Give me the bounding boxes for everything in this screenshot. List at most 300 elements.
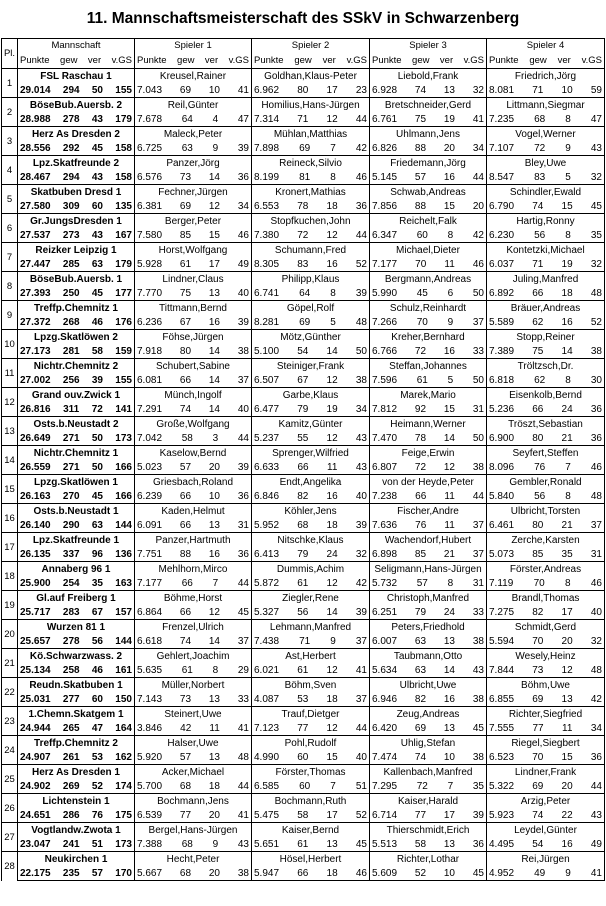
subheader-label: Punkte [137,54,167,66]
stat-value: 268 [62,316,80,328]
player-name: Bley,Uwe [487,156,605,171]
player-stats [252,460,370,475]
player-stats [252,170,370,185]
stat-value: 25.134 [20,664,51,676]
stat-value: 10 [208,490,220,502]
player-name: Föhse,Jürgen [135,330,252,345]
stat-value: 44 [355,229,367,241]
stat-value: 46 [91,664,103,676]
stat-value: 35 [472,780,484,792]
table-row-stats [2,518,605,533]
stat-value: 5.732 [372,577,398,589]
stat-value: 6.553 [254,200,280,212]
stat-value: 6.230 [489,229,515,241]
stat-value: 61 [181,664,193,676]
stat-value: 8.305 [254,258,280,270]
stat-value: 80 [532,519,544,531]
player-name: Thierschmidt,Erich [370,823,487,838]
stat-value: 10 [561,84,573,96]
stat-value: 16 [443,345,455,357]
player-stats [135,112,252,127]
table-row-stats [2,721,605,736]
player-stats [487,518,605,533]
stat-value: 57 [416,577,428,589]
stat-value: 6.236 [137,316,163,328]
stat-value: 45 [590,200,602,212]
stat-value: 88 [179,548,192,560]
stat-value: 57 [179,461,192,473]
stat-value: 17 [326,809,338,821]
team-name: Reudn.Skatbuben 1 [18,678,135,693]
stat-value: 166 [115,490,132,502]
stat-value: 83 [297,258,309,270]
stat-value: 6.807 [372,461,398,473]
player-name: Schulz,Reinhardt [370,301,487,316]
player-stats [370,605,487,620]
player-stats [252,489,370,504]
stat-value: 92 [414,403,427,415]
player-stats [370,721,487,736]
stat-value: 281 [62,345,80,357]
stat-value: 11 [209,722,220,734]
stat-value: 47 [237,113,249,125]
player-name: Arzig,Peter [487,794,605,809]
stat-value: 163 [115,577,132,589]
stat-value: 6.461 [489,519,515,531]
stat-value: 16 [561,316,573,328]
stat-value: 18 [326,519,338,531]
stat-value: 7.918 [137,345,163,357]
stat-value: 37 [237,635,249,647]
player-name: Zerche,Karsten [487,533,605,548]
stat-value: 53 [91,751,103,763]
stat-value: 61 [297,577,309,589]
stat-value: 6.413 [254,548,280,560]
player-stats [135,489,252,504]
stat-value: 69 [532,693,544,705]
stat-value: 66 [179,519,192,531]
stat-value: 16 [443,693,455,705]
stat-value: 38 [472,693,484,705]
table-row [2,388,605,403]
player-name: Mühlan,Matthias [252,127,370,142]
subheader-label: v.GS [228,54,249,66]
stat-value: 68 [534,113,546,125]
stat-value: 41 [237,809,249,821]
place-cell: 5 [2,185,18,214]
player-stats [370,837,487,852]
stat-value: 72 [534,142,546,154]
team-name: Lpzg.Skatlöwen 1 [18,475,135,490]
player-name: Große,Wolfgang [135,417,252,432]
team-name: Nichtr.Chemnitz 1 [18,446,135,461]
player-stats [370,286,487,301]
player-name: Stopp,Reiner [487,330,605,345]
stat-value: 41 [590,867,602,879]
subheader-group [252,54,370,69]
player-stats [370,750,487,765]
player-name: Ulbricht,Torsten [487,504,605,519]
player-name: Reil,Günter [135,98,252,113]
player-stats [370,692,487,707]
player-name: Kaselow,Bernd [135,446,252,461]
player-stats [135,605,252,620]
stat-value: 16 [208,316,220,328]
stat-value: 63 [414,664,427,676]
table-row [2,649,605,664]
player-name: Bretschneider,Gerd [370,98,487,113]
player-name: Kallenbach,Manfred [370,765,487,780]
player-stats [135,547,252,562]
player-stats [487,431,605,446]
stat-value: 13 [208,693,220,705]
table-row [2,98,605,113]
stat-value: 55 [297,432,309,444]
stat-value: 44 [472,490,484,502]
table-row-stats [2,431,605,446]
subheader-label: ver [557,54,571,66]
player-name: Ulbricht,Uwe [370,678,487,693]
stat-value: 35 [91,577,103,589]
team-stats [18,112,135,127]
player-stats [370,576,487,591]
team-stats [18,83,135,98]
stat-value: 4.952 [489,867,515,879]
player-name: Schubert,Sabine [135,359,252,374]
player-name: Reineck,Silvio [252,156,370,171]
stat-value: 26.140 [20,519,51,531]
subheader-group [370,54,487,69]
stat-value: 19 [443,113,455,125]
stat-value: 7.119 [489,577,514,589]
stat-value: 37 [355,693,367,705]
stat-value: 6.900 [489,432,515,444]
player-name: Kreher,Bernhard [370,330,487,345]
team-stats [18,779,135,794]
player-stats [487,373,605,388]
stat-value: 20 [208,867,220,879]
stat-value: 74 [532,200,544,212]
player-stats [135,83,252,98]
player-stats [370,663,487,678]
stat-value: 67 [179,316,192,328]
stat-value: 45 [472,722,484,734]
team-stats [18,286,135,301]
stat-value: 7.596 [372,374,398,386]
stat-value: 9 [447,316,454,328]
stat-value: 7.143 [137,693,163,705]
stat-value: 74 [179,635,192,647]
stat-value: 7.898 [254,142,280,154]
stat-value: 9 [565,867,571,879]
player-stats [487,141,605,156]
header-player-4: Spieler 4 [487,39,605,54]
player-name: Sprenger,Wilfried [252,446,370,461]
stat-value: 66 [179,374,192,386]
player-stats [487,402,605,417]
stat-value: 71 [297,113,309,125]
player-stats [135,750,252,765]
stat-value: 22 [561,809,573,821]
stat-value: 77 [297,722,309,734]
stat-value: 32 [590,171,602,183]
stat-value: 56 [91,635,103,647]
subheader-group [18,54,135,69]
stat-value: 85 [179,229,192,241]
player-stats [370,199,487,214]
team-stats [18,315,135,330]
player-stats [370,257,487,272]
player-stats [135,460,252,475]
player-name: Vogel,Werner [487,127,605,142]
stat-value: 46 [91,316,103,328]
stat-value: 50 [91,432,103,444]
stat-value: 261 [62,751,80,763]
stat-value: 46 [355,867,367,879]
player-name: Michael,Dieter [370,243,487,258]
stat-value: 17 [208,258,220,270]
player-stats [487,663,605,678]
player-name: Kronert,Mathias [252,185,370,200]
player-name: Steiniger,Frank [252,359,370,374]
stat-value: 72 [297,229,309,241]
player-name: Kamitz,Günter [252,417,370,432]
stat-value: 6.892 [489,287,515,299]
table-row-stats [2,750,605,765]
stat-value: 81 [299,171,311,183]
stat-value: 177 [115,287,132,299]
stat-value: 24.651 [20,809,51,821]
player-name: Böhm,Sven [252,678,370,693]
stat-value: 7.291 [137,403,163,415]
stat-value: 82 [414,693,427,705]
stat-value: 20 [561,635,573,647]
stat-value: 158 [115,142,132,154]
stat-value: 50 [472,374,484,386]
place-cell: 23 [2,707,18,736]
table-row [2,156,605,171]
stat-value: 7.238 [372,490,398,502]
subheader-group [487,54,605,69]
place-cell: 27 [2,823,18,852]
stat-value: 31 [472,577,484,589]
place-cell: 3 [2,127,18,156]
stat-value: 13 [443,84,455,96]
stat-value: 7 [565,461,571,473]
stat-value: 144 [115,519,132,531]
stat-value: 47 [91,722,103,734]
player-stats [135,663,252,678]
player-name: Garbe,Klaus [252,388,370,403]
stat-value: 8 [447,229,454,241]
stat-value: 6.239 [137,490,163,502]
stat-value: 8.081 [489,84,515,96]
stat-value: 7.380 [254,229,280,241]
stat-value: 10 [443,751,455,763]
player-name: Kaiser,Bernd [252,823,370,838]
player-name: Schindler,Ewald [487,185,605,200]
player-name: Homilius,Hans-Jürgen [252,98,370,113]
subheader-label: Punkte [254,54,284,66]
player-name: Müller,Norbert [135,678,252,693]
player-stats [252,750,370,765]
stat-value: 26.163 [20,490,51,502]
stat-value: 14 [208,635,220,647]
player-name: Seyfert,Steffen [487,446,605,461]
stat-value: 66 [532,403,544,415]
stat-value: 42 [355,577,367,589]
stat-value: 52 [355,258,367,270]
stat-value: 7.266 [372,316,398,328]
stat-value: 7.751 [137,548,163,560]
stat-value: 24 [326,548,338,560]
stat-value: 43 [590,809,602,821]
stat-value: 27.537 [20,229,51,241]
table-row [2,794,605,809]
table-row-stats [2,779,605,794]
stat-value: 5.667 [137,867,163,879]
table-row [2,417,605,432]
player-stats [252,779,370,794]
table-row-stats [2,170,605,185]
stat-value: 82 [532,606,544,618]
player-stats [370,112,487,127]
player-stats [370,344,487,359]
stat-value: 12 [326,432,338,444]
stat-value: 12 [326,722,338,734]
stat-value: 18 [561,287,573,299]
stat-value: 39 [472,809,484,821]
player-stats [252,199,370,214]
stat-value: 7.388 [137,838,163,850]
stat-value: 88 [414,200,427,212]
player-stats [370,402,487,417]
player-stats [135,257,252,272]
stat-value: 80 [532,432,544,444]
stat-value: 32 [355,548,367,560]
stat-value: 6.477 [254,403,280,415]
stat-value: 64 [299,287,311,299]
stat-value: 6.539 [137,809,163,821]
table-row-stats [2,228,605,243]
subheader-label: ver [439,54,454,66]
player-stats [135,286,252,301]
stat-value: 27.002 [20,374,51,386]
player-name: Schumann,Fred [252,243,370,258]
stat-value: 6.251 [372,606,398,618]
player-name: Halser,Uwe [135,736,252,751]
stat-value: 69 [179,84,192,96]
stat-value: 235 [62,867,80,879]
player-name: Pohl,Rudolf [252,736,370,751]
stat-value: 35 [561,548,573,560]
stat-value: 34 [237,200,249,212]
stat-value: 13 [326,838,338,850]
player-name: Feige,Erwin [370,446,487,461]
player-name: Maleck,Peter [135,127,252,142]
stat-value: 173 [115,432,132,444]
stat-value: 54 [297,345,309,357]
stat-value: 48 [590,490,602,502]
stat-value: 45 [91,490,103,502]
stat-value: 15 [443,403,455,415]
stat-value: 36 [472,838,484,850]
player-stats [370,547,487,562]
stat-value: 8 [565,490,571,502]
stat-value: 33 [472,606,484,618]
stat-value: 66 [179,606,192,618]
stat-value: 32 [590,258,602,270]
stat-value: 50 [91,84,103,96]
stat-value: 69 [532,780,544,792]
stat-value: 24.907 [20,751,51,763]
player-name: Zeug,Andreas [370,707,487,722]
player-stats [135,199,252,214]
subheader-label: Punkte [372,54,402,66]
stat-value: 278 [62,635,80,647]
stat-value: 15 [208,229,220,241]
player-stats [252,315,370,330]
stat-value: 74 [179,403,192,415]
stat-value: 45 [91,287,103,299]
stat-value: 6.946 [372,693,398,705]
stat-value: 269 [62,780,80,792]
team-stats [18,402,135,417]
player-stats [135,779,252,794]
player-name: Gembler,Ronald [487,475,605,490]
stat-value: 73 [532,664,544,676]
stat-value: 14 [208,345,220,357]
stat-value: 80 [179,345,192,357]
subheader-label: gew [412,54,430,66]
stat-value: 59 [590,84,602,96]
stat-value: 7.555 [489,722,515,734]
stat-value: 12 [561,664,573,676]
subheader-label: gew [60,54,78,66]
place-cell: 18 [2,562,18,591]
stat-value: 6.585 [254,780,280,792]
stat-value: 7 [330,142,336,154]
place-cell: 7 [2,243,18,272]
stat-value: 79 [297,403,309,415]
stat-value: 5.513 [372,838,398,850]
stat-value: 4.087 [254,693,280,705]
team-name: BöseBub.Auersb. 1 [18,272,135,287]
player-stats [252,721,370,736]
player-stats [487,605,605,620]
stat-value: 12 [326,229,338,241]
stat-value: 6.741 [254,287,280,299]
stat-value: 79 [414,606,427,618]
stat-value: 39 [355,606,367,618]
stat-value: 294 [62,171,80,183]
stat-value: 6.790 [489,200,515,212]
stat-value: 49 [534,867,546,879]
stat-value: 5.594 [489,635,515,647]
stat-value: 56 [534,490,546,502]
player-stats [252,112,370,127]
stat-value: 11 [562,722,573,734]
stat-value: 15 [443,200,455,212]
player-stats [487,489,605,504]
stat-value: 50 [355,345,367,357]
stat-value: 37 [355,635,367,647]
stat-value: 6.864 [137,606,163,618]
team-stats [18,257,135,272]
stat-value: 37 [472,548,484,560]
table-row-stats [2,199,605,214]
player-name: Steffan,Johannes [370,359,487,374]
